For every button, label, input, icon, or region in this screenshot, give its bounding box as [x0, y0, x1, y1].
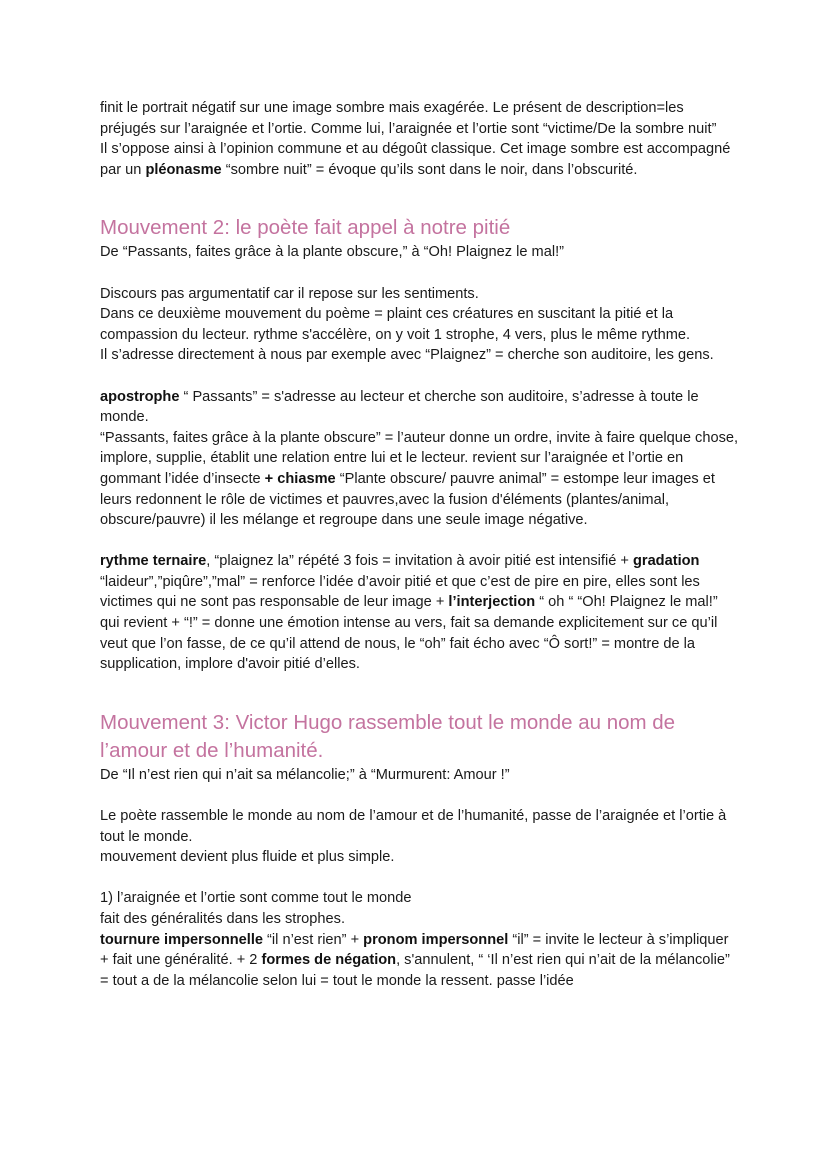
- term-interjection: l’interjection: [448, 594, 536, 611]
- paragraph-passants: “Passants, faites grâce à la plante obscure” = l’auteur donne un ordre, invite à faire quelque chose, implore, supplie, établit une relation entre lui et le lecteur. revient sur l’araignée et l’ortie en gommant l’idée d’insecte + chiasme “Plante obscure/ pauvre animal” = estompe leur images et leurs redonnent le rôle de victimes et pauvres,avec la fusion d'éléments (plantes/animal, obscure/pauvre) il les mélange et regroupe dans une seule image négative.: [100, 429, 739, 529]
- range-mouvement-3: De “Il n’est rien qui n’ait sa mélancolie;” à “Murmurent: Amour !”: [100, 766, 510, 783]
- document-page: [100, 98, 740, 991]
- paragraph-apostrophe: apostrophe “ Passants” = s'adresse au lecteur et cherche son auditoire, s’adresse à toute le monde.: [100, 388, 699, 426]
- point-1: 1) l’araignée et l’ortie sont comme tout le monde: [100, 890, 412, 907]
- term-pronom-impersonnel: pronom impersonnel: [363, 931, 509, 948]
- term-gradation: gradation: [632, 553, 700, 570]
- paragraph-fluide: mouvement devient plus fluide et plus simple.: [100, 849, 395, 866]
- paragraph-deuxieme-mouvement: Dans ce deuxième mouvement du poème = plaint ces créatures en suscitant la pitié et la compassion du lecteur. rythme s'accélère, on y voit 1 strophe, 4 vers, plus le même rythme.: [100, 306, 691, 343]
- term-pleonasme: pléonasme: [145, 161, 222, 178]
- point-1-sub: fait des généralités dans les strophes.: [100, 911, 345, 927]
- range-mouvement-2: De “Passants, faites grâce à la plante obscure,” à “Oh! Plaignez le mal!”: [100, 244, 564, 261]
- term-apostrophe: apostrophe: [100, 388, 180, 405]
- paragraph-rythme: rythme ternaire, “plaignez la” répété 3 fois = invitation à avoir pitié est intensifié + gradation “laideur”,”piqûre”,”mal” = renforce l’idée d’avoir pitié et que c’est de pire en pire, elles sont les victimes qui ne sont pas responsable de leur image + l’interjection “ oh “ “Oh! Plaignez le mal!” qui revient + “!” = donne une émotion intense au vers, fait sa demande explicitement sur ce qu’il veut que l’on fasse, de ce qu’il attend de nous, le “oh” fait écho avec “Ô sort!” = montre de la supplication, implore d'avoir pitié d’elles.: [100, 553, 718, 673]
- paragraph-portrait: finit le portrait négatif sur une image sombre mais exagérée. Le présent de description=les préjugés sur l’araignée et l’ortie. Comme lui, l’araignée et l’ortie sont “victime/De la sombre nuit”: [100, 100, 717, 137]
- term-formes-negation: formes de négation: [261, 952, 397, 969]
- paragraph-discours: Discours pas argumentatif car il repose sur les sentiments.: [100, 285, 479, 302]
- heading-mouvement-3: Mouvement 3: Victor Hugo rassemble tout le monde au nom de l’amour et de l’humanité.: [100, 710, 676, 762]
- paragraph-adresse: Il s’adresse directement à nous par exemple avec “Plaignez” = cherche son auditoire, les gens.: [100, 347, 714, 364]
- paragraph-opinion: Il s’oppose ainsi à l’opinion commune et au dégoût classique. Cet image sombre est accompagné par un pléonasme “sombre nuit” = évoque qu’ils sont dans le noir, dans l’obscurité.: [100, 141, 731, 178]
- term-chiasme: + chiasme: [264, 470, 336, 487]
- term-tournure-impersonnelle: tournure impersonnelle: [100, 931, 263, 948]
- heading-mouvement-2: Mouvement 2: le poète fait appel à notre pitié: [100, 216, 511, 240]
- paragraph-tournure: tournure impersonnelle “il n’est rien” + pronom impersonnel “il” = invite le lecteur à s’impliquer + fait une généralité. + 2 formes de négation, s'annulent, “ ‘Il n’est rien qui n’ait de la mélancolie” = tout a de la mélancolie selon lui = tout le monde la ressent. passe l’idée: [100, 931, 730, 989]
- paragraph-rassemble: Le poète rassemble le monde au nom de l’amour et de l’humanité, passe de l’araignée et l’ortie à tout le monde.: [100, 808, 727, 845]
- term-rythme-ternaire: rythme ternaire: [100, 553, 207, 570]
